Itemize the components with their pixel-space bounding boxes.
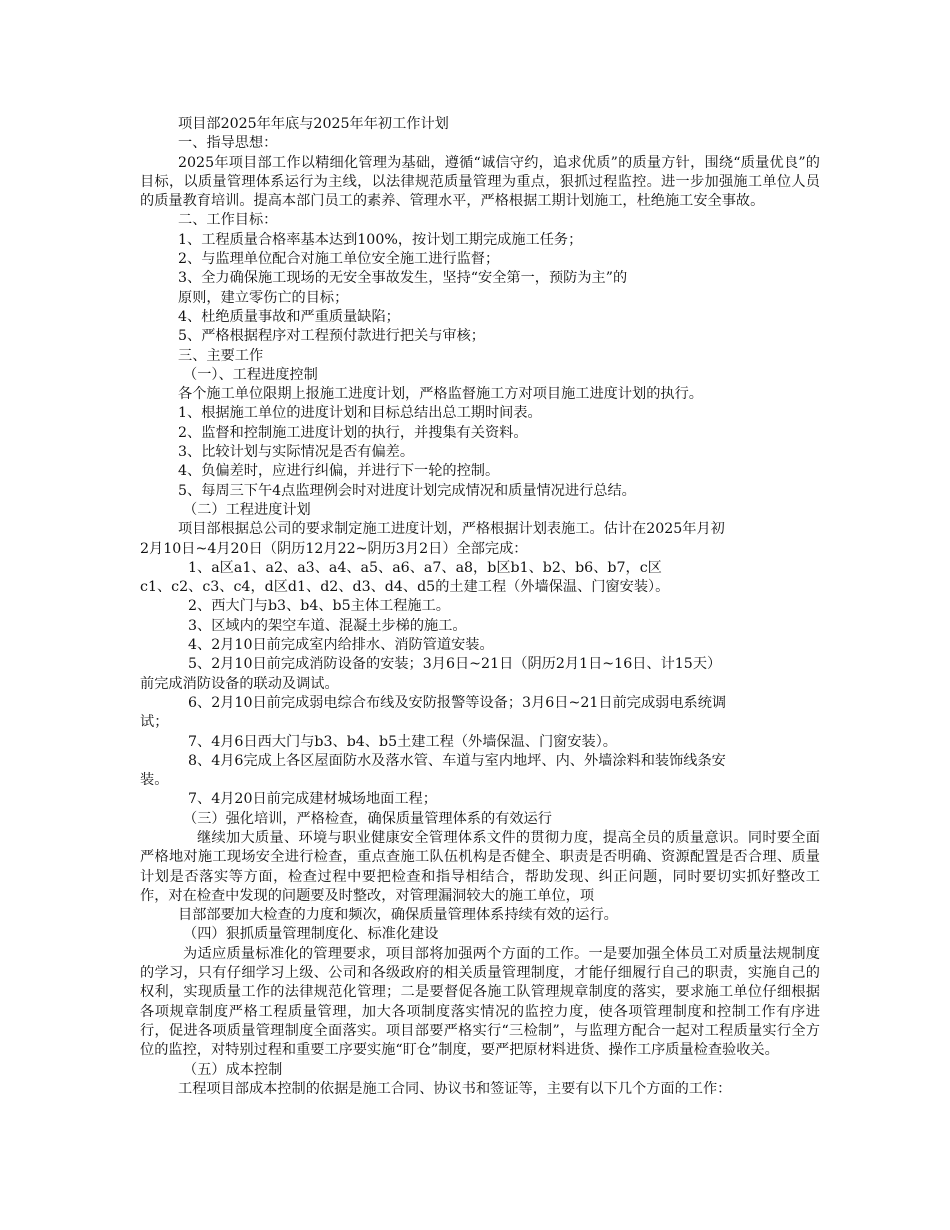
paragraph-guiding-ideology: 2025年项目部工作以精细化管理为基础，遵循“诚信守约，追求优质”的质量方针，围绕“质量优良”的目标，以质量管理体系运行为主线，以法律规范质量管理为重点，狠抓过程监控。进一步加强施工单位人员的质量教育培训。提高本部门员工的素养、管理水平，严格根据工期计划施工，杜绝施工安全事故。	[140, 154, 820, 210]
progress-plan-intro-continuation: 2月10日~4月20日（阴历12月22~阴历3月2日）全部完成：	[140, 540, 528, 557]
progress-plan-item-continuation: c1、c2、c3、c4，d区d1、d2、d3、d4、d5的土建工程（外墙保温、门窗安装）。	[140, 579, 670, 596]
progress-control-line: 4、负偏差时，应进行纠偏，并进行下一轮的控制。	[178, 463, 500, 480]
document-title: 项目部2025年年底与2025年年初工作计划	[178, 116, 449, 132]
section-heading-work-goals: 二、工作目标：	[178, 212, 278, 229]
subsection-heading-training-inspection: （三）强化培训，严格检查，确保质量管理体系的有效运行	[183, 810, 552, 827]
progress-plan-item-continuation: 试；	[140, 714, 169, 731]
progress-plan-item: 7、4月20日前完成建材城场地面工程；	[188, 791, 437, 808]
paragraph-training-inspection-tail: 目部部要加大检查的力度和频次，确保质量管理体系持续有效的运行。	[178, 907, 618, 924]
subsection-heading-quality-standardization: （四）狠抓质量管理制度化、标准化建设	[183, 926, 439, 943]
goal-item: 2、与监理单位配合对施工单位安全施工进行监督；	[178, 251, 500, 268]
subsection-heading-progress-plan: （二）工程进度计划	[183, 501, 311, 518]
goal-item: 1、工程质量合格率基本达到100%，按计划工期完成施工任务；	[178, 231, 583, 248]
progress-plan-intro: 项目部根据总公司的要求制定施工进度计划，严格根据计划表施工。估计在2025年月初	[178, 521, 725, 538]
subsection-heading-cost-control: （五）成本控制	[183, 1061, 283, 1078]
progress-plan-item: 1、a区a1、a2、a3、a4、a5、a6、a7、a8，b区b1、b2、b6、b7，c区	[188, 559, 662, 576]
progress-control-line: 1、根据施工单位的进度计划和目标总结出总工期时间表。	[178, 405, 542, 422]
progress-control-line: 3、比较计划与实际情况是否有偏差。	[178, 444, 415, 461]
goal-item: 3、全力确保施工现场的无安全事故发生，坚持“安全第一，预防为主”的	[178, 270, 628, 287]
progress-control-line: 2、监督和控制施工进度计划的执行，并搜集有关资料。	[178, 424, 528, 441]
progress-control-line: 各个施工单位限期上报施工进度计划，严格监督施工方对项目施工进度计划的执行。	[178, 386, 703, 403]
goal-item-continuation: 原则，建立零伤亡的目标；	[178, 289, 349, 306]
progress-control-line: 5、每周三下午4点监理例会时对进度计划完成情况和质量情况进行总结。	[178, 482, 636, 499]
document-page	[140, 115, 820, 1099]
progress-plan-item: 4、2月10日前完成室内给排水、消防管道安装。	[188, 637, 494, 654]
subsection-heading-progress-control: （一）、工程进度控制	[183, 366, 318, 383]
section-heading-guiding-ideology: 一、指导思想：	[178, 135, 278, 152]
progress-plan-item-continuation: 装。	[140, 772, 169, 789]
goal-item: 5、严格根据程序对工程预付款进行把关与审核；	[178, 328, 485, 345]
progress-plan-item: 7、4月6日西大门与b3、b4、b5土建工程（外墙保温、门窗安装）。	[188, 733, 617, 750]
goal-item: 4、杜绝质量事故和严重质量缺陷；	[178, 308, 400, 325]
progress-plan-item: 3、区域内的架空车道、混凝土步梯的施工。	[188, 617, 467, 634]
paragraph-training-inspection: 继续加大质量、环境与职业健康安全管理体系文件的贯彻力度，提高全员的质量意识。同时要全面严格地对施工现场安全进行检查，重点查施工队伍机构是否健全、职责是否明确、资源配置是否合理、质量计划是否落实等方面，检查过程中要把检查和指导相结合，帮助发现、纠正问题，同时要切实抓好整改工作，对在检查中发现的问题要及时整改，对管理漏洞较大的施工单位，项	[140, 829, 820, 904]
paragraph-quality-standardization: 为适应质量标准化的管理要求，项目部将加强两个方面的工作。一是要加强全体员工对质量法规制度的学习，只有仔细学习上级、公司和各级政府的相关质量管理制度，才能仔细履行自己的职责，实施自己的权利，实现质量工作的法律规范化管理；二是要督促各施工队管理规章制度的落实，要求施工单位仔细根据各项规章制度严格工程质量管理，加大各项制度落实情况的监控力度，使各项管理制度和控制工作有序进行，促进各项质量管理制度全面落实。项目部要严格实行“三检制”，与监理方配合一起对工程质量实行全方位的监控，对特别过程和重要工序要实施“盯仓”制度，要严把原材料进货、操作工序质量检查验收关。	[140, 945, 820, 1059]
progress-plan-item: 2、西大门与b3、b4、b5主体工程施工。	[188, 598, 450, 615]
progress-plan-item: 6、2月10日前完成弱电综合布线及安防报警等设备；3月6日~21日前完成弱电系统调	[188, 694, 727, 711]
section-heading-main-work: 三、主要工作	[178, 347, 264, 364]
progress-plan-item: 5、2月10日前完成消防设备的安装；3月6日~21日（阴历2月1日~16日、计15天）	[188, 656, 722, 673]
progress-plan-item-continuation: 前完成消防设备的联动及调试。	[140, 675, 339, 692]
paragraph-cost-control: 工程项目部成本控制的依据是施工合同、协议书和签证等，主要有以下几个方面的工作：	[178, 1080, 732, 1097]
progress-plan-item: 8、4月6完成上各区屋面防水及落水管、车道与室内地坪、内、外墙涂料和装饰线条安	[188, 752, 726, 769]
